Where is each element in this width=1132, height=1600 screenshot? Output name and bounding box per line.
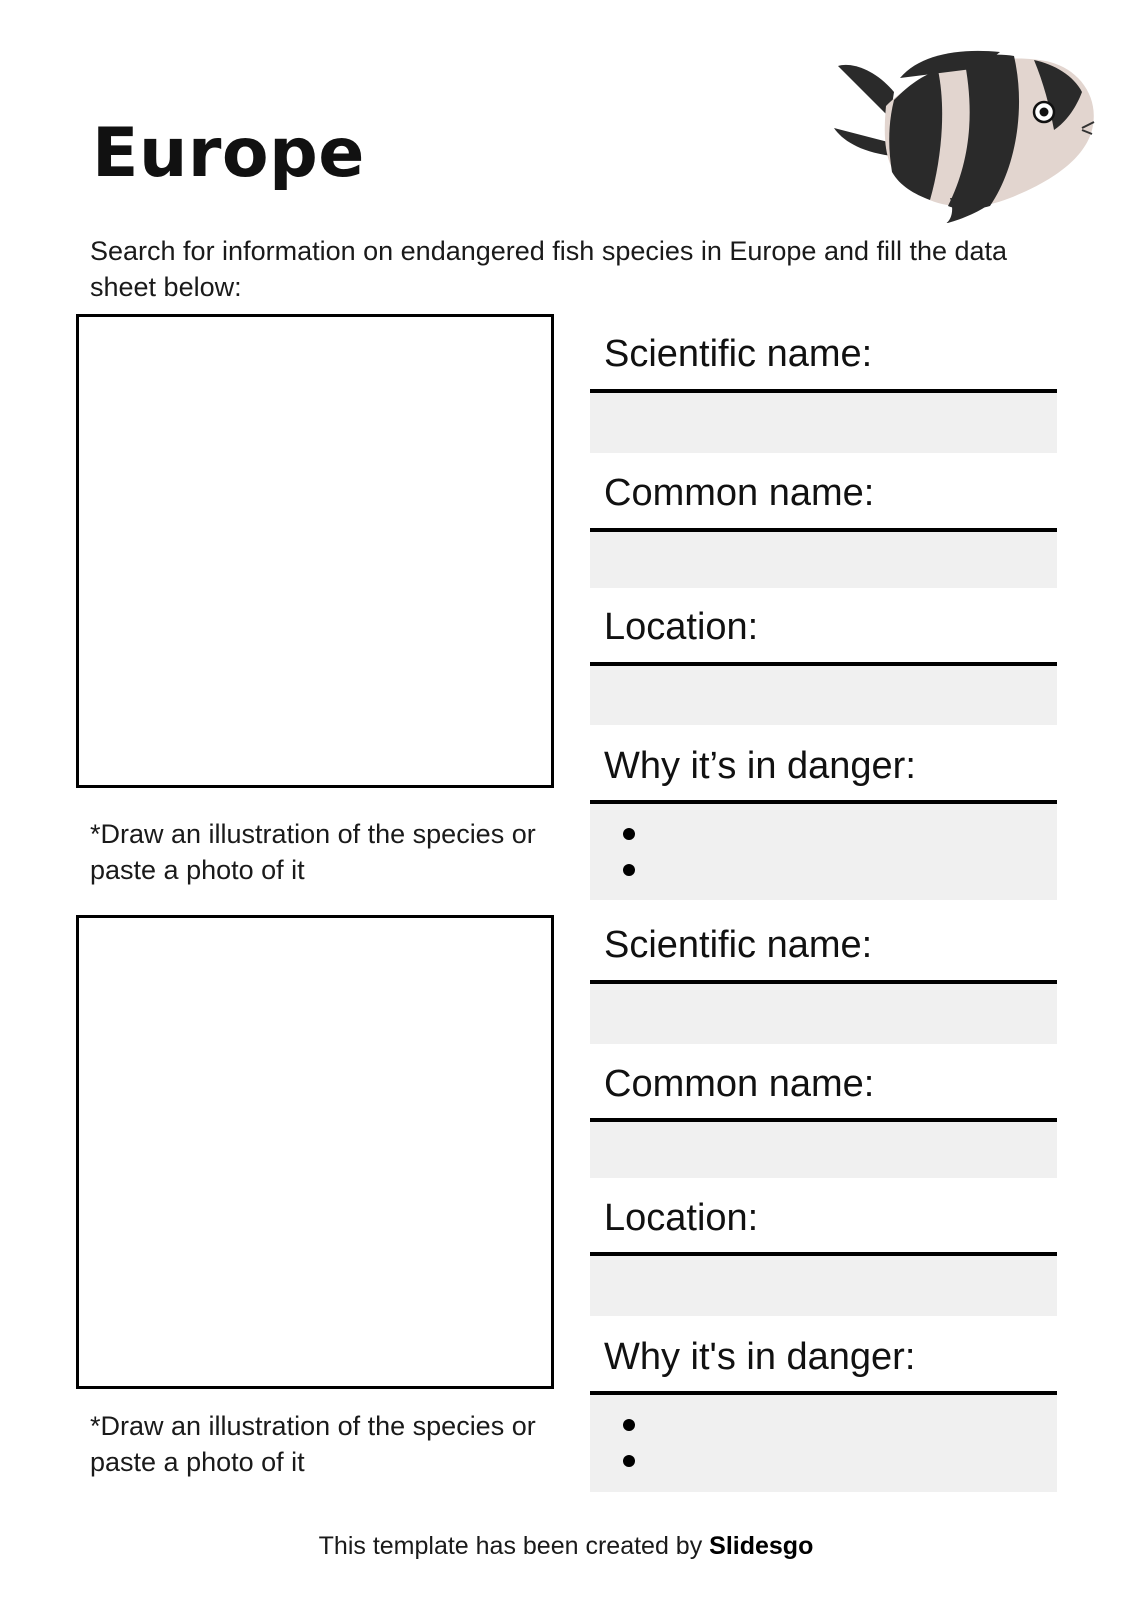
bullet-point (623, 828, 635, 840)
divider (590, 662, 1057, 666)
species-photo-box[interactable] (76, 314, 554, 788)
common-name-label: Common name: (604, 1063, 875, 1105)
bullet-point (623, 1419, 635, 1431)
brand-link[interactable]: Slidesgo (709, 1532, 814, 1560)
common-name-field[interactable] (590, 532, 1057, 588)
scientific-name-label: Scientific name: (604, 924, 873, 966)
footer-credit (0, 1532, 1132, 1561)
species-photo-box[interactable] (76, 915, 554, 1389)
instructions-text: Search for information on endangered fish species in Europe and fill the data sheet below: (90, 236, 1008, 302)
scientific-name-field[interactable] (590, 984, 1057, 1044)
scientific-name-field[interactable] (590, 393, 1057, 453)
location-label: Location: (604, 606, 759, 648)
danger-label: Why it's in danger: (604, 1336, 916, 1378)
divider (590, 1252, 1057, 1256)
footer-text: This template has been created by (318, 1532, 703, 1560)
photo-caption: *Draw an illustration of the species or paste a photo of it (90, 1411, 536, 1477)
bullet-point (623, 864, 635, 876)
divider (590, 980, 1057, 984)
divider (590, 1118, 1057, 1122)
danger-reasons-field[interactable] (590, 804, 1057, 900)
page-title: Europe (92, 114, 365, 193)
bullet-point (623, 1455, 635, 1467)
scientific-name-label: Scientific name: (604, 333, 873, 375)
location-label: Location: (604, 1197, 759, 1239)
photo-caption: *Draw an illustration of the species or paste a photo of it (90, 819, 536, 885)
divider (590, 528, 1057, 532)
location-field[interactable] (590, 1256, 1057, 1316)
danger-label: Why it’s in danger: (604, 745, 916, 787)
common-name-field[interactable] (590, 1122, 1057, 1178)
common-name-label: Common name: (604, 472, 875, 514)
fish-icon (830, 48, 1100, 223)
divider (590, 389, 1057, 393)
divider (590, 800, 1057, 804)
danger-reasons-field[interactable] (590, 1395, 1057, 1492)
divider (590, 1391, 1057, 1395)
location-field[interactable] (590, 666, 1057, 725)
